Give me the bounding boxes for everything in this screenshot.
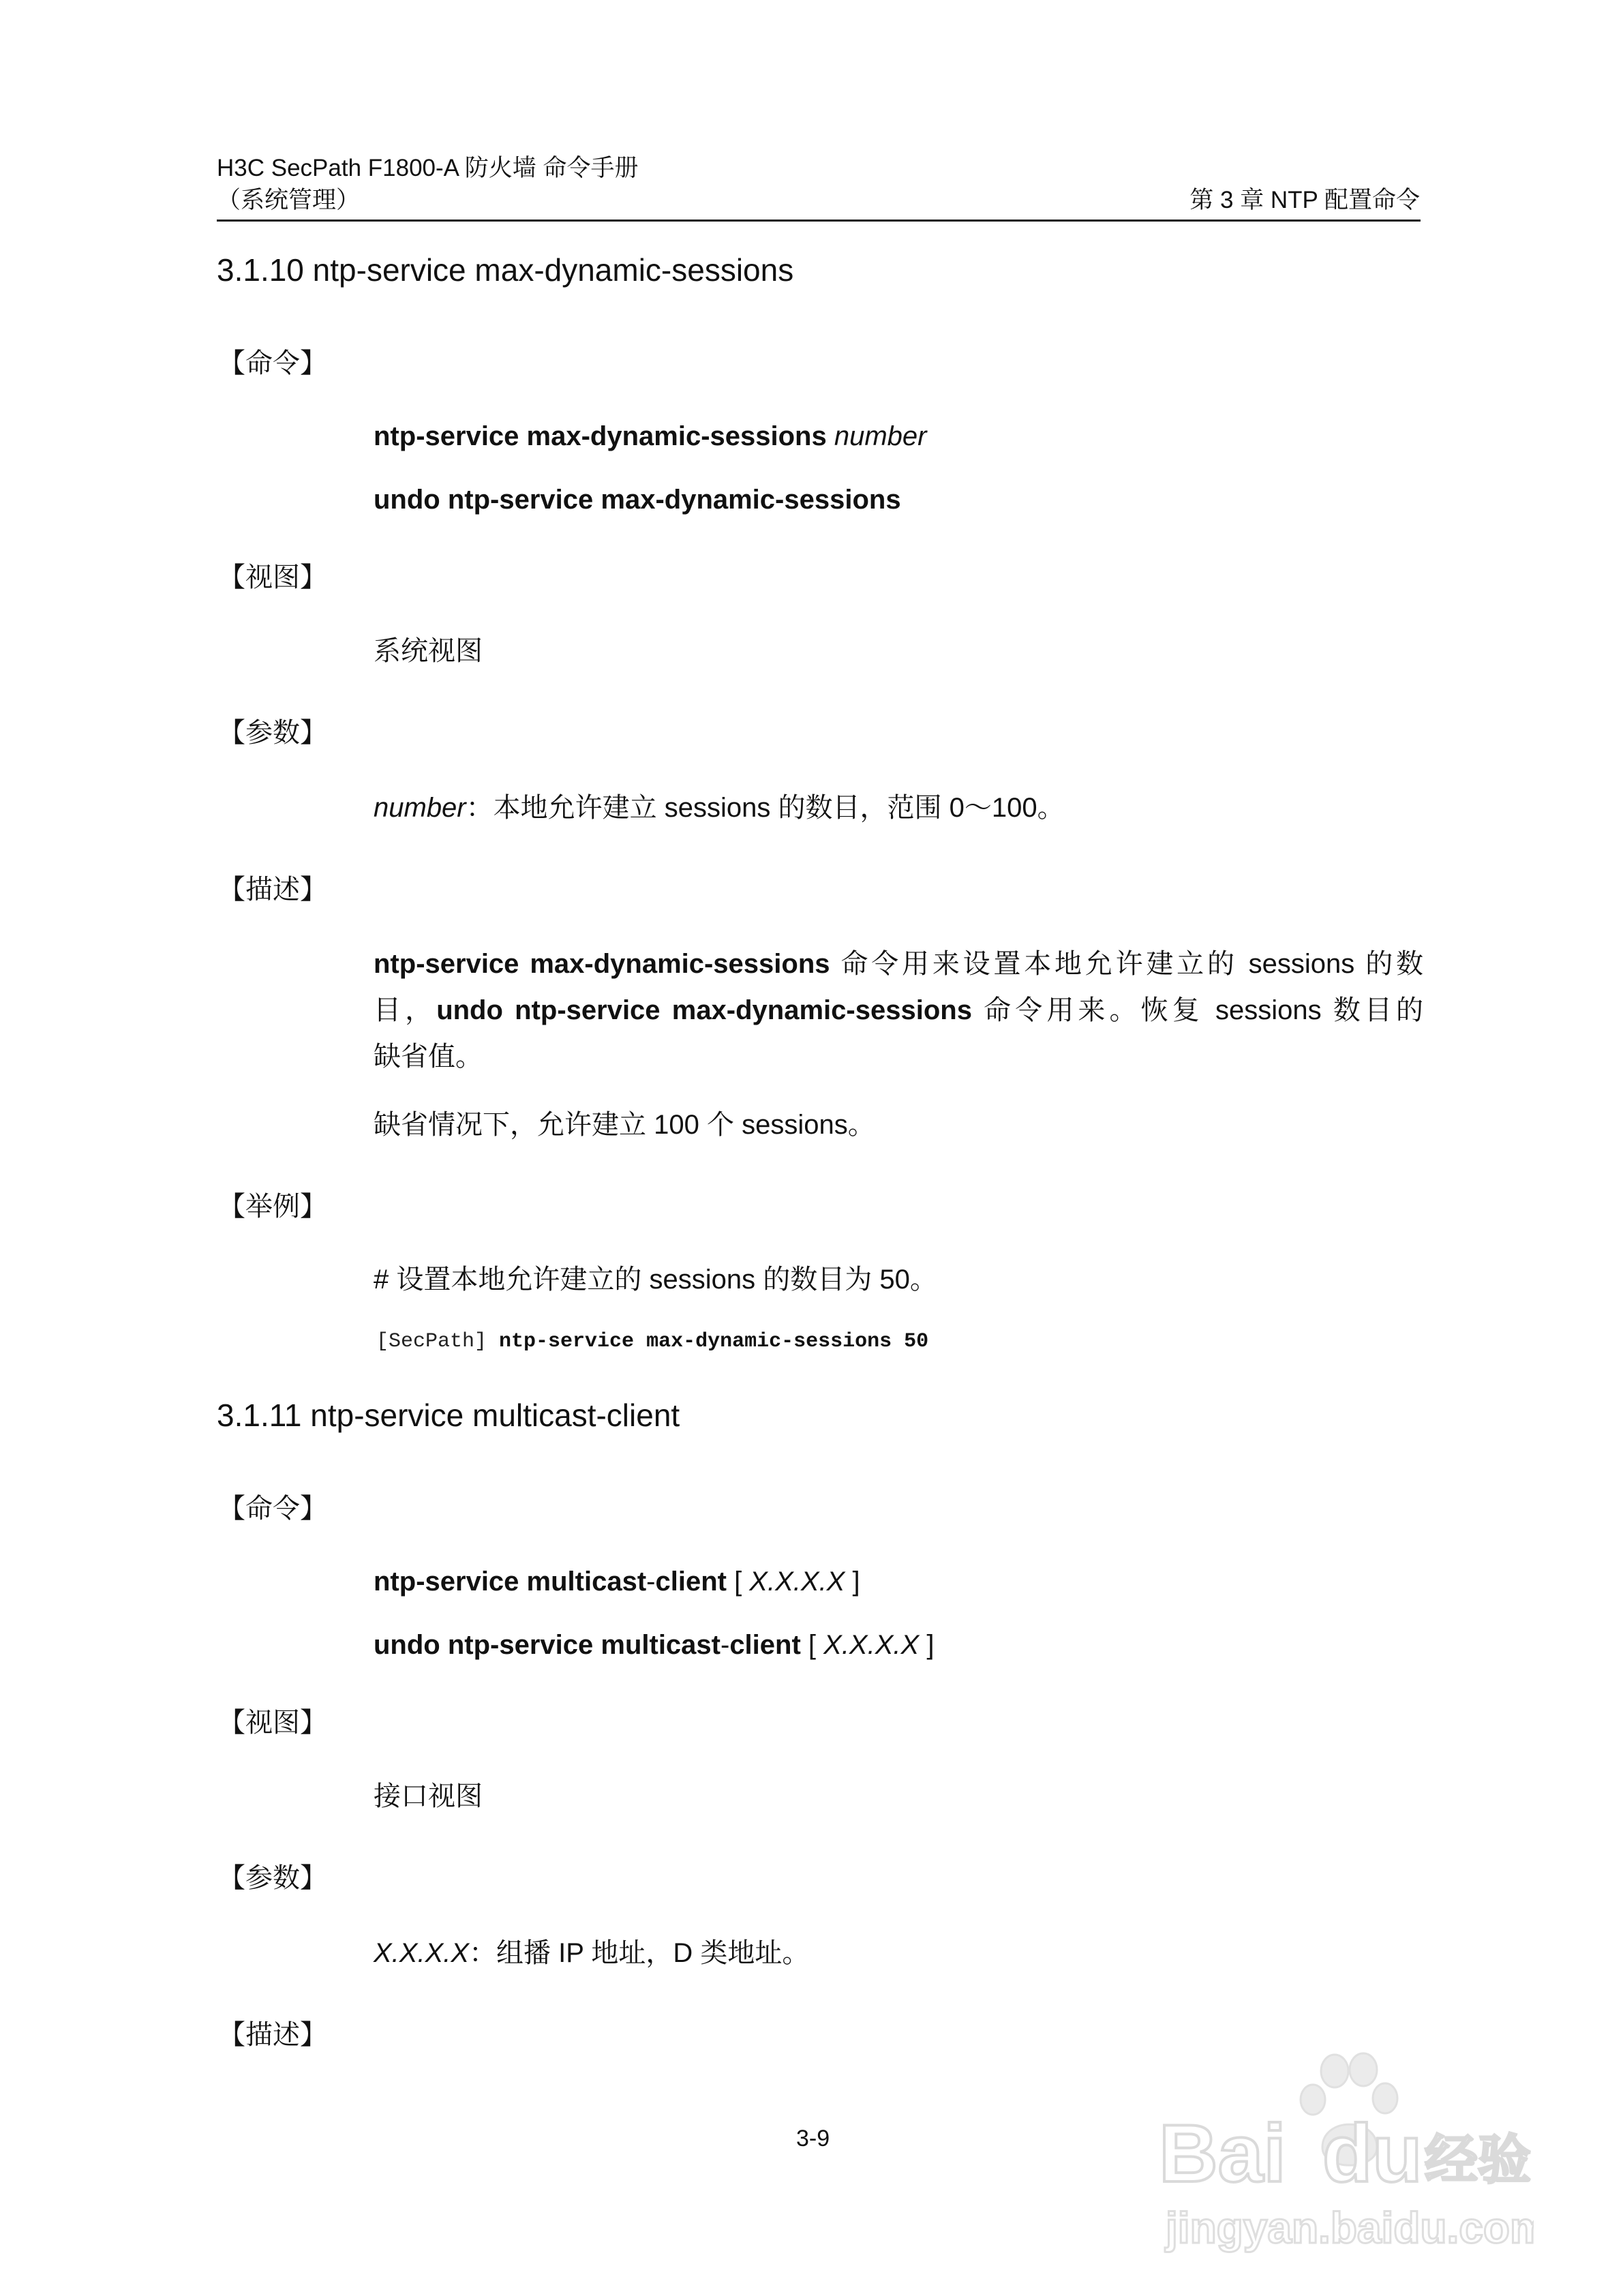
undo2-dash: - bbox=[720, 1630, 730, 1660]
parameter-row bbox=[374, 791, 1065, 825]
command-syntax bbox=[374, 419, 926, 453]
watermark-url: jingyan.baidu.com bbox=[1166, 2203, 1534, 2252]
header-rule bbox=[217, 220, 1421, 222]
undo2-bracket-close: ] bbox=[919, 1630, 935, 1660]
undo2-bracket-open: [ bbox=[800, 1630, 824, 1660]
header-chapter: 第 3 章 NTP 配置命令 bbox=[1189, 187, 1420, 213]
undo2-keyword-b: client bbox=[729, 1630, 801, 1660]
undo-command-keyword: undo ntp-service max-dynamic-sessions bbox=[374, 485, 901, 515]
watermark-brand-cn: 经验 bbox=[1425, 2130, 1532, 2191]
desc-text-2b: 命令用来。恢复 sessions 数目的 bbox=[971, 995, 1424, 1025]
undo2-param: X.X.X.X bbox=[823, 1630, 920, 1660]
label-example: 【举例】 bbox=[218, 1192, 327, 1222]
desc-text-1: 命令用来设置本地允许建立的 sessions 的数 bbox=[830, 949, 1423, 979]
command-param: number bbox=[834, 421, 927, 451]
label-parameters-2: 【参数】 bbox=[218, 1863, 327, 1893]
cmd2-bracket-open: [ bbox=[726, 1567, 750, 1597]
label-description: 【描述】 bbox=[218, 875, 327, 905]
desc-keyword: ntp-service max-dynamic-sessions bbox=[374, 949, 830, 979]
parameter-desc: ：本地允许建立 sessions 的数目，范围 0～100。 bbox=[466, 793, 1065, 823]
code-command: ntp-service max-dynamic-sessions 50 bbox=[499, 1330, 929, 1353]
desc-line-3: 缺省值。 bbox=[374, 1042, 483, 1072]
cmd2-keyword-b: client bbox=[655, 1567, 727, 1597]
cmd2-param: X.X.X.X bbox=[749, 1567, 845, 1597]
label-description-2: 【描述】 bbox=[218, 2020, 327, 2050]
label-command-2: 【命令】 bbox=[218, 1494, 327, 1524]
watermark-brand: Bai bbox=[1159, 2108, 1286, 2199]
watermark-du: du bbox=[1322, 2108, 1423, 2199]
header-title: H3C SecPath F1800-A 防火墙 命令手册 bbox=[217, 155, 639, 181]
desc-text-2a: 目， bbox=[374, 995, 437, 1025]
section-title-multicast-client: 3.1.11 ntp-service multicast-client bbox=[217, 1398, 680, 1433]
undo2-keyword-a: undo ntp-service multicast bbox=[374, 1630, 721, 1660]
example-comment: # 设置本地允许建立的 sessions 的数目为 50。 bbox=[374, 1265, 937, 1295]
parameter-name: number bbox=[374, 793, 466, 823]
default-text: 缺省情况下，允许建立 100 个 sessions。 bbox=[374, 1110, 875, 1140]
desc-line-2 bbox=[374, 987, 1423, 1033]
undo-command-syntax-2 bbox=[374, 1628, 934, 1662]
command-syntax-2 bbox=[374, 1565, 860, 1599]
view-text-2: 接口视图 bbox=[374, 1781, 483, 1811]
view-text: 系统视图 bbox=[374, 636, 483, 666]
label-view: 【视图】 bbox=[218, 562, 327, 592]
desc-undo-keyword: undo ntp-service max-dynamic-sessions bbox=[436, 995, 972, 1025]
undo-command-syntax bbox=[374, 483, 901, 517]
cmd2-keyword-a: ntp-service multicast bbox=[374, 1567, 647, 1597]
description-paragraph bbox=[374, 941, 1423, 1080]
section-title-max-dynamic-sessions: 3.1.10 ntp-service max-dynamic-sessions bbox=[217, 252, 794, 288]
parameter-name-2: X.X.X.X bbox=[374, 1938, 470, 1968]
command-keyword: ntp-service max-dynamic-sessions bbox=[374, 421, 827, 451]
label-command: 【命令】 bbox=[218, 348, 327, 378]
label-view-2: 【视图】 bbox=[218, 1708, 327, 1738]
header-subtitle: （系统管理） bbox=[217, 187, 361, 213]
desc-line-1 bbox=[374, 941, 1423, 987]
example-code bbox=[376, 1328, 928, 1355]
cmd2-bracket-close: ] bbox=[845, 1567, 860, 1597]
cmd2-dash: - bbox=[646, 1567, 656, 1597]
baidu-watermark-logo bbox=[1152, 2052, 1534, 2256]
parameter-row-2 bbox=[374, 1936, 809, 1970]
label-parameters: 【参数】 bbox=[218, 718, 327, 748]
page-number: 3-9 bbox=[796, 2126, 830, 2151]
code-prompt: [SecPath] bbox=[376, 1330, 500, 1353]
parameter-desc-2: ：组播 IP 地址，D 类地址。 bbox=[469, 1938, 810, 1968]
paw-icon bbox=[1152, 2052, 1534, 2256]
